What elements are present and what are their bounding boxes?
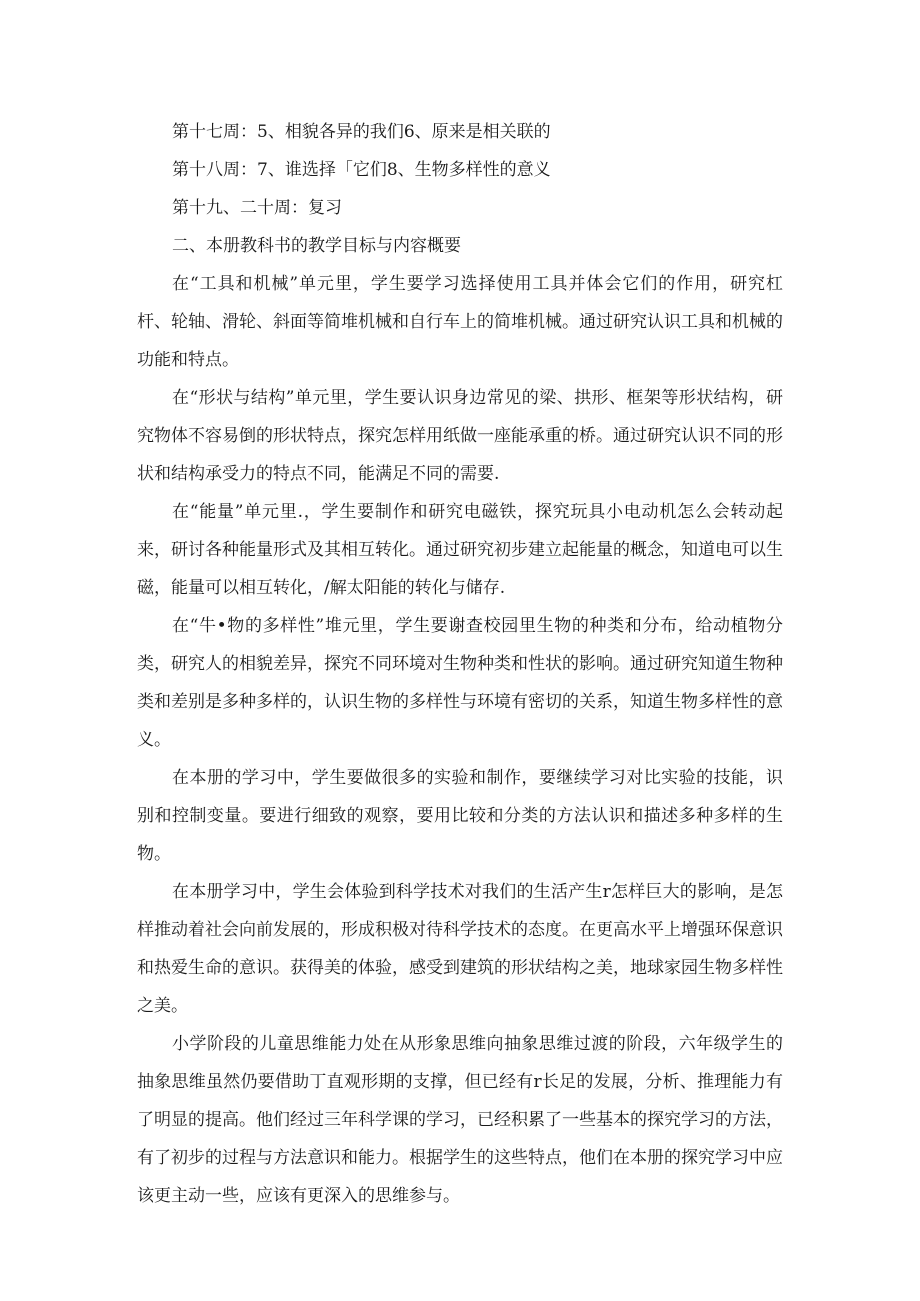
paragraph-experiments: 在本册的学习中，学生要做很多的实验和制作，要继续学习对比实验的技能，识别和控制变量。要进行细致的观察，要用比较和分类的方法认识和描述多种多样的生物。 [137,768,783,864]
document-body [137,113,783,1215]
paragraph-biodiversity: 在“牛•物的多样性”堆元里，学生要谢查校园里生物的种类和分布，给动植物分类，研究人的相貌差异，探究不同环境对生物种类和性状的影响。通过研究知道生物种类和差别是多种多样的，认识生物的多样性与环境有密切的关系，知道生物多样性的意义。 [137,616,783,750]
paragraph-science-technology: 在本册学习中，学生会体验到科学技术对我们的生活产生r怎样巨大的影响，是怎样推动着社会向前发展的，形成积极对待科学技术的态度。在更高水平上增强环保意识和热爱生命的意识。获得美的体验，感受到建筑的形状结构之美，地球家园生物多样性之美。 [137,882,783,1016]
paragraph-tools-machines: 在“工具和机械”单元里，学生要学习选择使用工具并体会它们的作用，研究杠杆、轮轴、滑轮、斜面等简堆机械和自行车上的简堆机械。通过研究认识工具和机械的功能和特点。 [137,274,783,370]
paragraph-shape-structure: 在“形状与结构”单元里，学生要认识身边常见的梁、拱形、框架等形状结构，研究物体不容易倒的形状特点，探究怎样用纸做一座能承重的桥。通过研究认识不同的形状和结构承受力的特点不同，能满足不同的需要. [137,388,783,484]
section-heading: 二、本册教科书的教学目标与内容概要 [172,236,461,256]
schedule-week-17: 第十七周：5、相貌各异的我们6、原来是相关联的 [172,122,551,142]
paragraph-student-thinking: 小学阶段的儿童思维能力处在从形象思维向抽象思维过渡的阶段，六年级学生的抽象思维虽然仍要借助丁直观形期的支撑，但已经有r长足的发展，分析、推理能力有了明显的提高。他们经过三年科学课的学习，已经积累了一些基本的探究学习的方法，有了初步的过程与方法意识和能力。根据学生的这些特点，他们在本册的探究学习中应该更主动一些，应该有更深入的思维参与。 [137,1034,783,1206]
schedule-week-18: 第十八周：7、谁选择「它们8、生物多样性的意义 [172,160,551,180]
paragraph-energy: 在“能量”单元里.，学生要制作和研究电磁铁，探究玩具小电动机怎么会转动起来，研讨各种能量形式及其相互转化。通过研究初步建立起能量的概念，知道电可以生磁，能量可以相互转化，/解太阳能的转化与储存. [137,502,783,598]
schedule-week-19-20: 第十九、二十周：复习 [172,198,342,218]
